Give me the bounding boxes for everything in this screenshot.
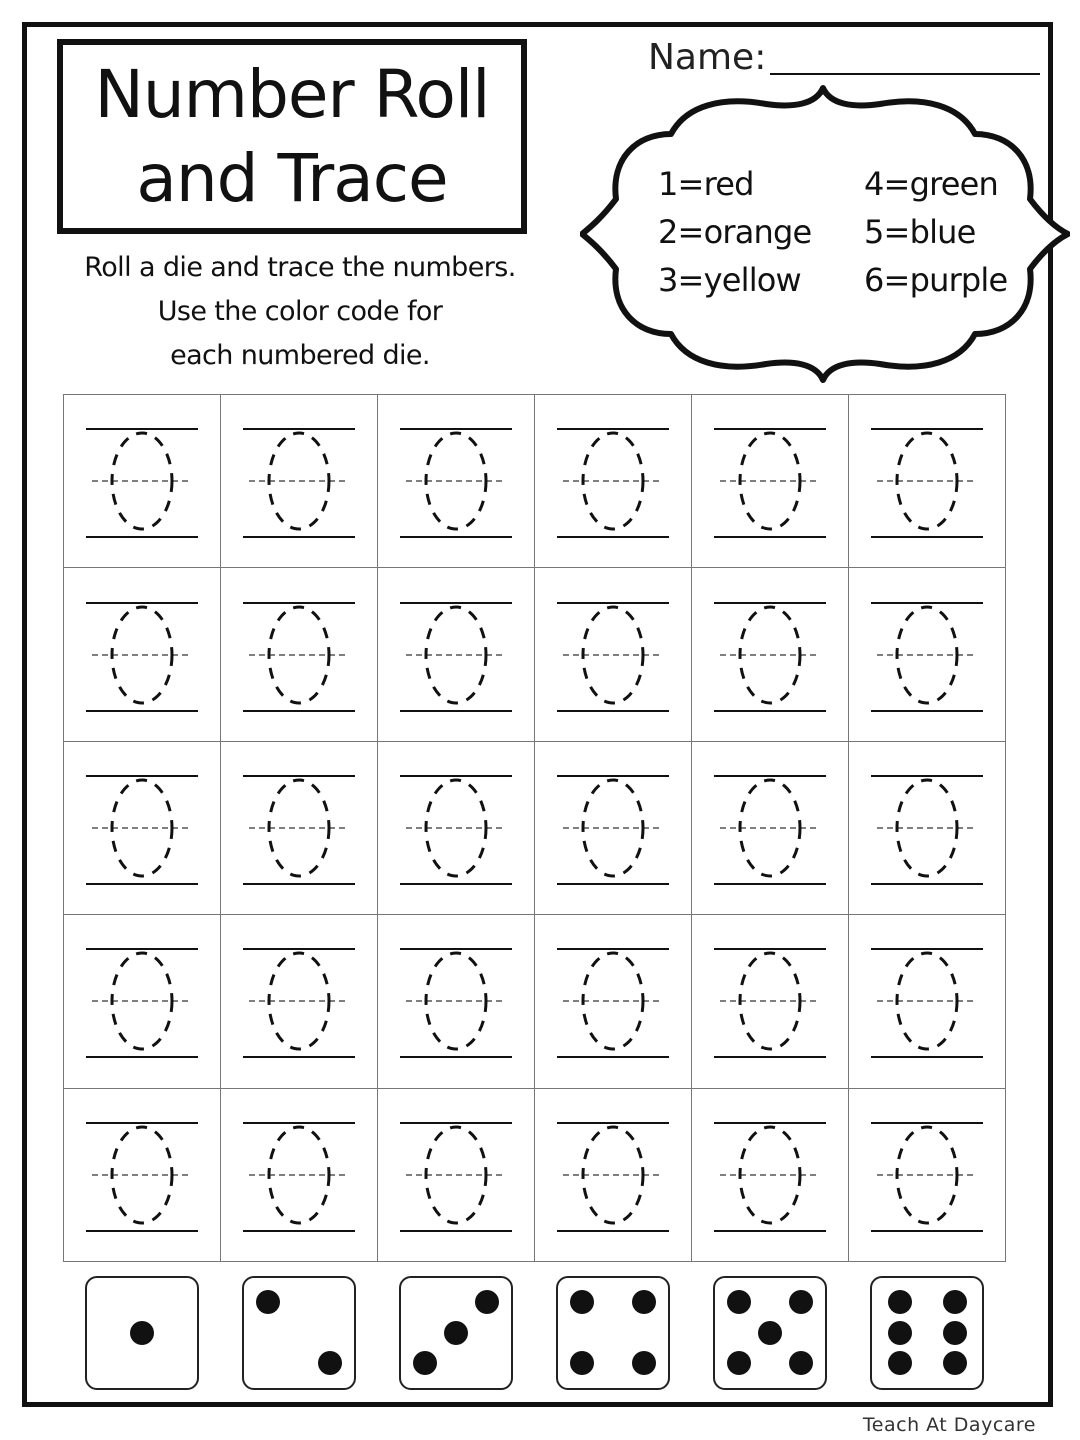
die-pip [789,1290,813,1314]
instructions-line-3: each numbered die. [170,340,430,371]
die-pip [632,1351,656,1375]
trace-zero-guide [239,595,359,715]
trace-cell[interactable] [378,742,535,915]
die-slot [849,1270,1006,1395]
trace-cell[interactable] [378,915,535,1088]
trace-cell[interactable] [535,915,692,1088]
trace-zero-guide [710,595,830,715]
name-label: Name: [648,37,767,78]
trace-zero-guide [867,595,987,715]
trace-cell[interactable] [64,395,221,568]
die-pip [130,1321,154,1345]
trace-zero-guide [867,941,987,1061]
dice-row [63,1270,1006,1395]
trace-zero-guide [867,1115,987,1235]
die-face-1 [85,1276,199,1390]
die-pip [475,1290,499,1314]
footer-credit: Teach At Daycare [862,1414,1036,1436]
trace-cell[interactable] [64,1089,221,1262]
die-pip [888,1290,912,1314]
title-box [57,39,527,234]
trace-zero-guide [82,768,202,888]
trace-zero-guide [239,1115,359,1235]
die-pip [570,1290,594,1314]
trace-zero-guide [396,768,516,888]
color-code-3: 3=yellow [658,261,801,299]
trace-zero-guide [82,941,202,1061]
trace-cell[interactable] [692,395,849,568]
name-field-line[interactable] [770,73,1040,75]
trace-zero-guide [710,421,830,541]
trace-cell[interactable] [849,568,1006,741]
title-line-2: and Trace [136,139,448,217]
trace-cell[interactable] [535,742,692,915]
color-code-6: 6=purple [864,261,1008,299]
trace-cell[interactable] [849,1089,1006,1262]
die-slot [220,1270,377,1395]
trace-zero-guide [553,768,673,888]
trace-zero-guide [82,595,202,715]
trace-cell[interactable] [535,1089,692,1262]
color-code-2: 2=orange [658,213,812,251]
trace-zero-guide [396,595,516,715]
die-pip [413,1351,437,1375]
trace-cell[interactable] [535,395,692,568]
die-pip [943,1321,967,1345]
die-pip [727,1290,751,1314]
die-pip [943,1351,967,1375]
trace-zero-guide [553,941,673,1061]
trace-zero-guide [553,421,673,541]
trace-cell[interactable] [378,568,535,741]
die-pip [943,1290,967,1314]
frame-shape [580,84,1070,384]
die-face-6 [870,1276,984,1390]
trace-zero-guide [867,421,987,541]
trace-cell[interactable] [221,915,378,1088]
trace-zero-guide [710,941,830,1061]
trace-cell[interactable] [221,395,378,568]
trace-cell[interactable] [221,568,378,741]
die-pip [789,1351,813,1375]
die-face-4 [556,1276,670,1390]
die-face-3 [399,1276,513,1390]
trace-cell[interactable] [64,742,221,915]
title-line-1: Number Roll [94,55,490,133]
trace-zero-guide [396,421,516,541]
instructions-line-1: Roll a die and trace the numbers. [84,252,516,283]
trace-cell[interactable] [64,568,221,741]
trace-zero-guide [239,941,359,1061]
trace-zero-guide [239,768,359,888]
trace-cell[interactable] [221,1089,378,1262]
instructions [40,246,560,378]
color-code-5: 5=blue [864,213,976,251]
trace-cell[interactable] [221,742,378,915]
trace-zero-guide [553,1115,673,1235]
die-pip [256,1290,280,1314]
color-code-4: 4=green [864,165,998,203]
die-pip [318,1351,342,1375]
die-pip [570,1351,594,1375]
die-pip [632,1290,656,1314]
color-code-frame [580,84,1070,384]
trace-zero-guide [553,595,673,715]
trace-cell[interactable] [535,568,692,741]
trace-grid [63,394,1006,1262]
die-slot [692,1270,849,1395]
die-pip [758,1321,782,1345]
die-slot [377,1270,534,1395]
trace-zero-guide [396,941,516,1061]
trace-cell[interactable] [692,1089,849,1262]
trace-cell[interactable] [692,742,849,915]
die-slot [63,1270,220,1395]
die-pip [444,1321,468,1345]
trace-zero-guide [239,421,359,541]
trace-cell[interactable] [378,395,535,568]
trace-cell[interactable] [849,742,1006,915]
die-pip [727,1351,751,1375]
trace-zero-guide [710,768,830,888]
die-pip [888,1321,912,1345]
trace-cell[interactable] [378,1089,535,1262]
instructions-line-2: Use the color code for [157,296,443,327]
color-code-1: 1=red [658,165,754,203]
trace-cell[interactable] [692,915,849,1088]
die-slot [535,1270,692,1395]
trace-cell[interactable] [692,568,849,741]
trace-cell[interactable] [64,915,221,1088]
die-face-5 [713,1276,827,1390]
trace-zero-guide [396,1115,516,1235]
trace-zero-guide [710,1115,830,1235]
trace-zero-guide [867,768,987,888]
die-pip [888,1351,912,1375]
die-face-2 [242,1276,356,1390]
trace-zero-guide [82,421,202,541]
trace-cell[interactable] [849,395,1006,568]
trace-zero-guide [82,1115,202,1235]
trace-cell[interactable] [849,915,1006,1088]
